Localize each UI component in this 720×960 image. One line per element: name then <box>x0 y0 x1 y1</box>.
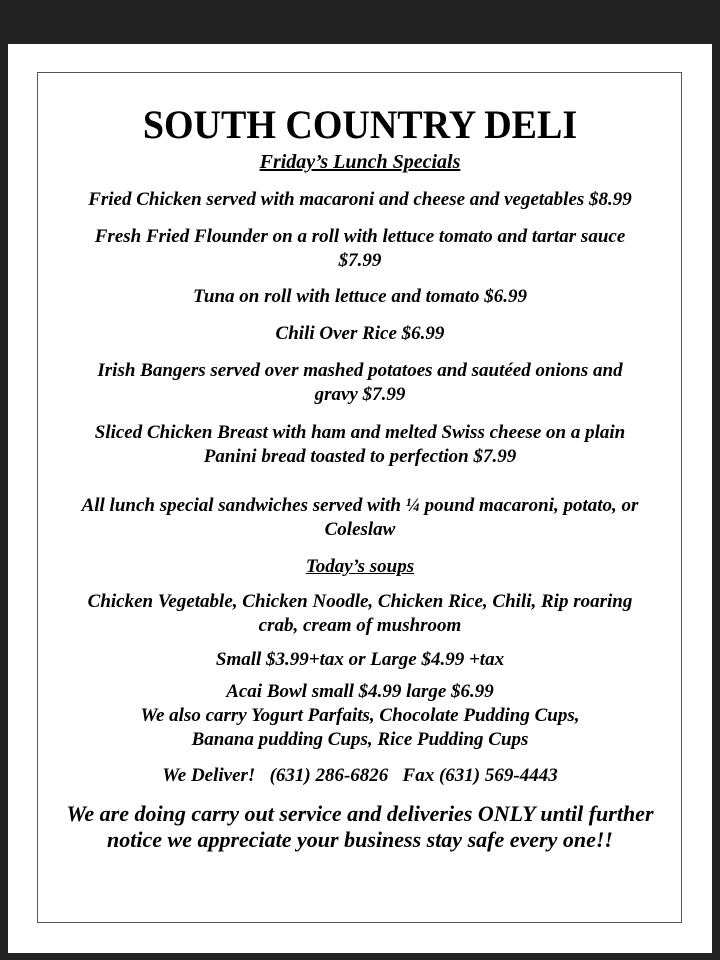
soups-list <box>0 590 720 638</box>
soups-line: Chicken Vegetable, Chicken Noodle, Chicken Rice, Chili, Rip roaring <box>87 591 633 612</box>
page-title: SOUTH COUNTRY DELI <box>142 102 578 147</box>
service-notice <box>0 801 720 853</box>
notice-line: We are doing carry out service and deliveries ONLY until further <box>66 801 654 826</box>
special-line: $7.99 <box>338 250 382 271</box>
soup-prices: Small $3.99+tax or Large $4.99 +tax <box>215 649 505 670</box>
sides-line: Coleslaw <box>324 519 396 540</box>
special-line: Fresh Fried Flounder on a roll with lettuce tomato and tartar sauce <box>94 226 626 247</box>
special-item <box>0 225 720 273</box>
soups-line: crab, cream of mushroom <box>258 615 462 636</box>
contact-info: We Deliver! (631) 286-6826 Fax (631) 569-4443 <box>162 765 558 786</box>
soups-heading: Today’s soups <box>305 556 415 577</box>
special-item <box>0 322 720 346</box>
special-item <box>0 359 720 407</box>
sides-line: All lunch special sandwiches served with ¼ pound macaroni, potato, or <box>81 495 639 516</box>
special-line: gravy $7.99 <box>314 384 406 405</box>
special-line: Fried Chicken served with macaroni and cheese and vegetables $8.99 <box>88 189 632 210</box>
special-item <box>0 285 720 309</box>
extras-line: Acai Bowl small $4.99 large $6.99 <box>226 681 494 702</box>
extras-line: Banana pudding Cups, Rice Pudding Cups <box>191 729 529 750</box>
special-item <box>0 188 720 212</box>
sides-note <box>0 494 720 542</box>
extras <box>0 680 720 752</box>
special-line: Sliced Chicken Breast with ham and melted Swiss cheese on a plain <box>94 422 626 443</box>
special-line: Irish Bangers served over mashed potatoes and sautéed onions and <box>97 360 623 381</box>
special-line: Tuna on roll with lettuce and tomato $6.99 <box>193 286 527 307</box>
special-line: Chili Over Rice $6.99 <box>275 323 445 344</box>
extras-line: We also carry Yogurt Parfaits, Chocolate Pudding Cups, <box>140 705 580 726</box>
notice-line: notice we appreciate your business stay safe every one!! <box>107 827 613 852</box>
special-line: Panini bread toasted to perfection $7.99 <box>203 446 517 467</box>
special-item <box>0 421 720 469</box>
subtitle: Friday’s Lunch Specials <box>259 151 461 173</box>
